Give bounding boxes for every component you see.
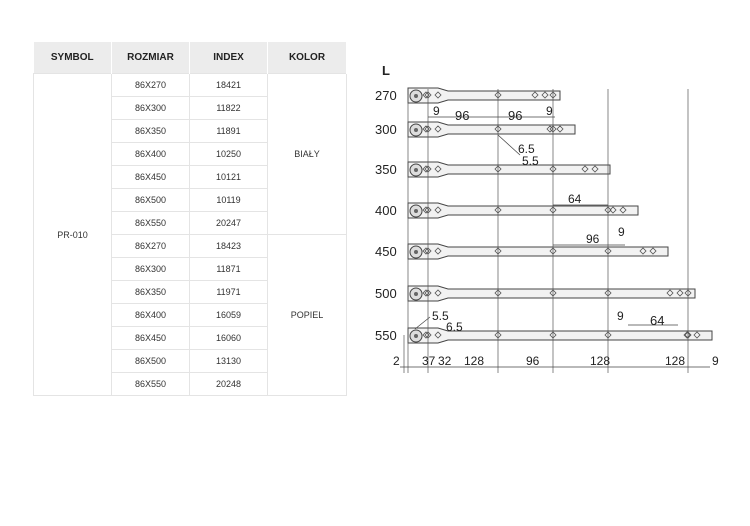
roller-hub-icon — [414, 250, 418, 254]
roller-hub-icon — [414, 292, 418, 296]
kolor-cell: POPIEL — [268, 235, 347, 396]
dim-label: 9 — [617, 309, 624, 323]
index-cell: 11822 — [190, 97, 268, 120]
roller-hub-icon — [414, 334, 418, 338]
dim-label: 6.5 — [446, 320, 463, 334]
dim-label: 9 — [433, 104, 440, 118]
leader-line — [498, 135, 520, 155]
dim-label: 9 — [712, 354, 719, 368]
rozmiar-cell: 86X350 — [112, 281, 190, 304]
length-label: 500 — [375, 286, 397, 301]
dim-label: 9 — [618, 225, 625, 239]
index-cell: 10121 — [190, 166, 268, 189]
kolor-cell: BIAŁY — [268, 74, 347, 235]
rozmiar-cell: 86X450 — [112, 327, 190, 350]
rozmiar-cell: 86X550 — [112, 212, 190, 235]
index-cell: 20247 — [190, 212, 268, 235]
length-label: 300 — [375, 122, 397, 137]
dim-label: 5.5 — [522, 154, 539, 168]
table-body — [34, 74, 347, 396]
rozmiar-cell: 86X500 — [112, 350, 190, 373]
header-rozmiar: ROZMIAR — [112, 42, 190, 74]
index-cell: 11871 — [190, 258, 268, 281]
rail-body — [408, 286, 695, 301]
rozmiar-cell: 86X550 — [112, 373, 190, 396]
spec-table — [33, 42, 347, 396]
dim-label: 64 — [568, 192, 582, 206]
header-symbol: SYMBOL — [34, 42, 112, 74]
dim-label: 96 — [455, 108, 470, 123]
dim-label: 37 — [422, 354, 436, 368]
dim-label: 2 — [393, 354, 400, 368]
index-cell: 10119 — [190, 189, 268, 212]
rail-body — [408, 162, 610, 177]
rozmiar-cell: 86X270 — [112, 235, 190, 258]
dim-label: 96 — [586, 232, 600, 246]
index-cell: 18423 — [190, 235, 268, 258]
slide-dimension-drawing — [360, 55, 735, 385]
length-label: 400 — [375, 203, 397, 218]
header-kolor: KOLOR — [268, 42, 347, 74]
table-header-row — [34, 42, 347, 74]
length-label: 450 — [375, 244, 397, 259]
rozmiar-cell: 86X270 — [112, 74, 190, 97]
dim-label: 6.5 — [518, 142, 535, 156]
roller-hub-icon — [414, 209, 418, 213]
dim-label: 96 — [526, 354, 540, 368]
dim-label: 128 — [464, 354, 485, 368]
index-cell: 16059 — [190, 304, 268, 327]
symbol-cell: PR-010 — [34, 74, 112, 396]
rozmiar-cell: 86X450 — [112, 166, 190, 189]
axis-label-L: L — [382, 63, 390, 78]
roller-hub-icon — [414, 168, 418, 172]
dim-label: 32 — [438, 354, 452, 368]
dim-label: 96 — [508, 108, 523, 123]
rozmiar-cell: 86X300 — [112, 97, 190, 120]
rozmiar-cell: 86X350 — [112, 120, 190, 143]
index-cell: 16060 — [190, 327, 268, 350]
rozmiar-cell: 86X300 — [112, 258, 190, 281]
roller-hub-icon — [414, 94, 418, 98]
dim-label: 9 — [546, 104, 553, 118]
roller-hub-icon — [414, 128, 418, 132]
rozmiar-cell: 86X500 — [112, 189, 190, 212]
index-cell: 11891 — [190, 120, 268, 143]
index-cell: 11971 — [190, 281, 268, 304]
table-row — [34, 74, 347, 97]
header-index: INDEX — [190, 42, 268, 74]
dim-label: 128 — [665, 354, 686, 368]
index-cell: 18421 — [190, 74, 268, 97]
dim-label: 5.5 — [432, 309, 449, 323]
index-cell: 10250 — [190, 143, 268, 166]
length-label: 550 — [375, 328, 397, 343]
rail-body — [408, 244, 668, 259]
length-label: 350 — [375, 162, 397, 177]
dim-label: 64 — [650, 313, 665, 328]
index-cell: 20248 — [190, 373, 268, 396]
rozmiar-cell: 86X400 — [112, 304, 190, 327]
rozmiar-cell: 86X400 — [112, 143, 190, 166]
dim-label: 128 — [590, 354, 611, 368]
index-cell: 13130 — [190, 350, 268, 373]
length-label: 270 — [375, 88, 397, 103]
